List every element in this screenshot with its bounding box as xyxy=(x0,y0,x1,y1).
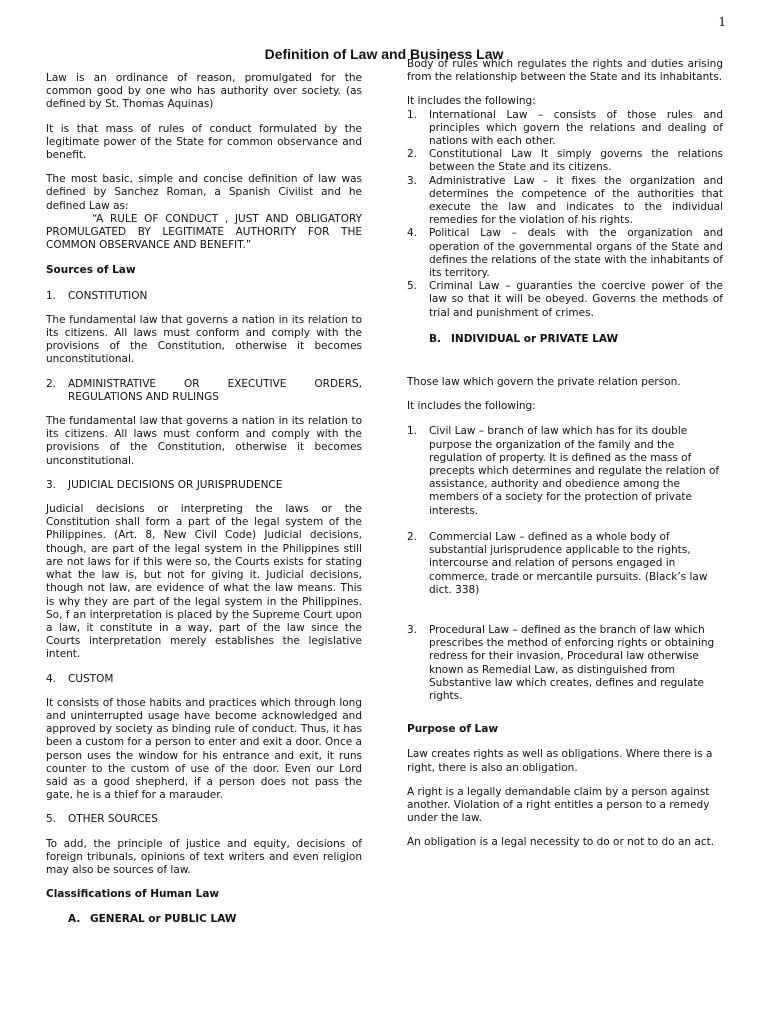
list-item-text: Commercial Law – defined as a whole body of substantial jurisprudence applicable to the rights, intercourse and relation of persons engaged in commerce, trade or mercantile pursuits. (Black’s law dict. 338) xyxy=(429,530,708,596)
source-number: 3. xyxy=(46,478,57,491)
list-item xyxy=(407,227,723,280)
list-item-text: Civil Law – branch of law which has for its double purpose the organization of the family and the regulation of property. It is defined as the mass of precepts which determines and regulate the relation of assistance, authority and obedience among the members of a society for the protection of private interests. xyxy=(429,425,720,517)
source-text: The fundamental law that governs a nation in its relation to its citizens. All laws must conform and comply with the provisions of the Constitution, otherwise it becomes unconstitutional. xyxy=(46,415,362,467)
list-item-number: 2. xyxy=(407,530,418,543)
list-item-text: Administrative Law – it fixes the organization and determines the competence of the authorities that execute the law and indicates to the individual remedies for the violation of his rights. xyxy=(429,174,723,227)
purpose-paragraph-1: Law creates rights as well as obligations. Where there is a right, there is also an obligation. xyxy=(407,748,713,774)
list-item-text: Political Law – deals with the organization and operation of the governmental organs of the State and defines the relations of the state with the inhabitants of its territory. xyxy=(429,227,723,280)
private-law-heading xyxy=(407,333,723,346)
list-item xyxy=(407,148,723,174)
source-text: To add, the principle of justice and equity, decisions of foreign tribunals, opinions of text writers and even religion may also be sources of law. xyxy=(46,837,362,876)
source-number: 4. xyxy=(46,672,57,685)
intro-paragraph-3: The most basic, simple and concise definition of law was defined by Sanchez Roman, a Spanish Civilist and he defined Law as: xyxy=(46,173,362,212)
public-law-list xyxy=(407,109,723,320)
section-title: GENERAL or PUBLIC LAW xyxy=(90,913,237,926)
list-item-text: International Law – consists of those rules and principles which govern the relations and dealing of nations with each other. xyxy=(429,108,723,148)
list-item-text: Criminal Law – guaranties the coercive power of the law so that it will be obeyed. Governs the methods of trial and punishment of crimes. xyxy=(429,280,723,319)
list-item-number: 3. xyxy=(407,174,418,187)
source-item-other xyxy=(46,813,362,826)
list-item-number: 1. xyxy=(407,108,418,121)
list-item-text: Procedural Law – defined as the branch of law which prescribes the method of enforcing rights or obtaining redress for their invasion, Procedural law otherwise known as Remedial Law, as distinguished from Substantive law which creates, defines and regulate rights. xyxy=(429,623,715,702)
list-item xyxy=(407,624,723,703)
page-number: 1 xyxy=(718,15,726,29)
law-definition-quote: “A RULE OF CONDUCT , JUST AND OBLIGATORY PROMULGATED BY LEGITIMATE AUTHORITY FOR THE COMMON OBSERVANCE AND BENEFIT.” xyxy=(46,212,362,252)
source-title: OTHER SOURCES xyxy=(68,813,158,826)
purpose-paragraph-2: A right is a legally demandable claim by a person against another. Violation of a right entitles a person to a remedy under the law. xyxy=(407,785,710,825)
list-item-number: 1. xyxy=(407,425,418,438)
includes-label: It includes the following: xyxy=(407,400,536,413)
section-letter: A. xyxy=(68,913,81,926)
list-item xyxy=(407,531,723,597)
private-law-definition: Those law which govern the private relation person. xyxy=(407,376,681,389)
source-item-administrative xyxy=(46,378,362,404)
section-title: INDIVIDUAL or PRIVATE LAW xyxy=(451,332,619,345)
public-law-definition: Body of rules which regulates the rights and duties arising from the relationship between the State and its inhabitants. xyxy=(407,58,723,84)
source-text: It consists of those habits and practices which through long and uninterrupted usage have become acknowledged and approved by society as binding rule of conduct. Thus, it has been a custom for a person to enter and exit a door. Once a person uses the window for his entrance and exit, it runs counter to the custom of use of the door. Even our Lord said as a good shepherd, if a person does not pass the gate, he is a thief for a marauder. xyxy=(46,696,362,802)
page-title: Definition of Law and Business Law xyxy=(264,46,504,62)
source-title: CUSTOM xyxy=(68,672,114,685)
source-item-constitution xyxy=(46,290,362,303)
purpose-heading: Purpose of Law xyxy=(407,723,499,736)
source-number: 2. xyxy=(46,377,57,390)
source-title: ADMINISTRATIVE OR EXECUTIVE ORDERS, REGULATIONS AND RULINGS xyxy=(68,377,362,403)
source-text: Judicial decisions or interpreting the laws or the Constitution shall form a part of the legal system of the Philippines. (Art. 8, New Civil Code) Judicial decisions, though, are part of the legal system in the Philippines still are not laws for if this were so, the Courts exists for stating what the law is, but not for giving it. Judicial decisions, though not law, are evidence of what the law means. This is why they are part of the legal system in the Philippines. So, f an interpretation is placed by the Supreme Court upon a law, it constitute in a way, part of the law since the Courts interpretation merely establishes the legislative intent. xyxy=(46,503,362,661)
list-item-text: Constitutional Law It simply governs the relations between the State and its citizens. xyxy=(429,148,723,174)
list-item-number: 5. xyxy=(407,280,418,293)
source-item-custom xyxy=(46,673,362,686)
list-item xyxy=(407,425,723,517)
sources-heading: Sources of Law xyxy=(46,264,136,277)
source-number: 1. xyxy=(46,289,57,302)
source-item-judicial xyxy=(46,479,362,492)
list-item xyxy=(407,280,723,320)
includes-label: It includes the following: xyxy=(407,95,536,108)
left-column xyxy=(46,72,362,939)
source-title: JUDICIAL DECISIONS OR JURISPRUDENCE xyxy=(68,478,283,491)
purpose-paragraph-3: An obligation is a legal necessity to do or not to do an act. xyxy=(407,836,715,849)
intro-paragraph-2: It is that mass of rules of conduct formulated by the legitimate power of the State for common observance and benefit. xyxy=(46,122,362,162)
list-item-number: 2. xyxy=(407,148,418,161)
list-item-number: 4. xyxy=(407,227,418,240)
source-number: 5. xyxy=(46,813,57,826)
classifications-heading: Classifications of Human Law xyxy=(46,888,220,901)
source-text: The fundamental law that governs a nation in its relation to its citizens. All laws must conform and comply with the provisions of the Constitution, otherwise it becomes unconstitutional. xyxy=(46,313,362,366)
right-column xyxy=(407,58,723,861)
source-title: CONSTITUTION xyxy=(68,289,148,302)
list-item-number: 3. xyxy=(407,623,418,636)
list-item xyxy=(407,175,723,228)
section-letter: B. xyxy=(429,332,441,345)
intro-paragraph-1: Law is an ordinance of reason, promulgated for the common good by one who has authority over society. (as defined by St. Thomas Aquinas) xyxy=(46,72,362,111)
list-item xyxy=(407,109,723,149)
general-law-heading xyxy=(46,913,362,926)
private-law-list xyxy=(407,425,723,703)
